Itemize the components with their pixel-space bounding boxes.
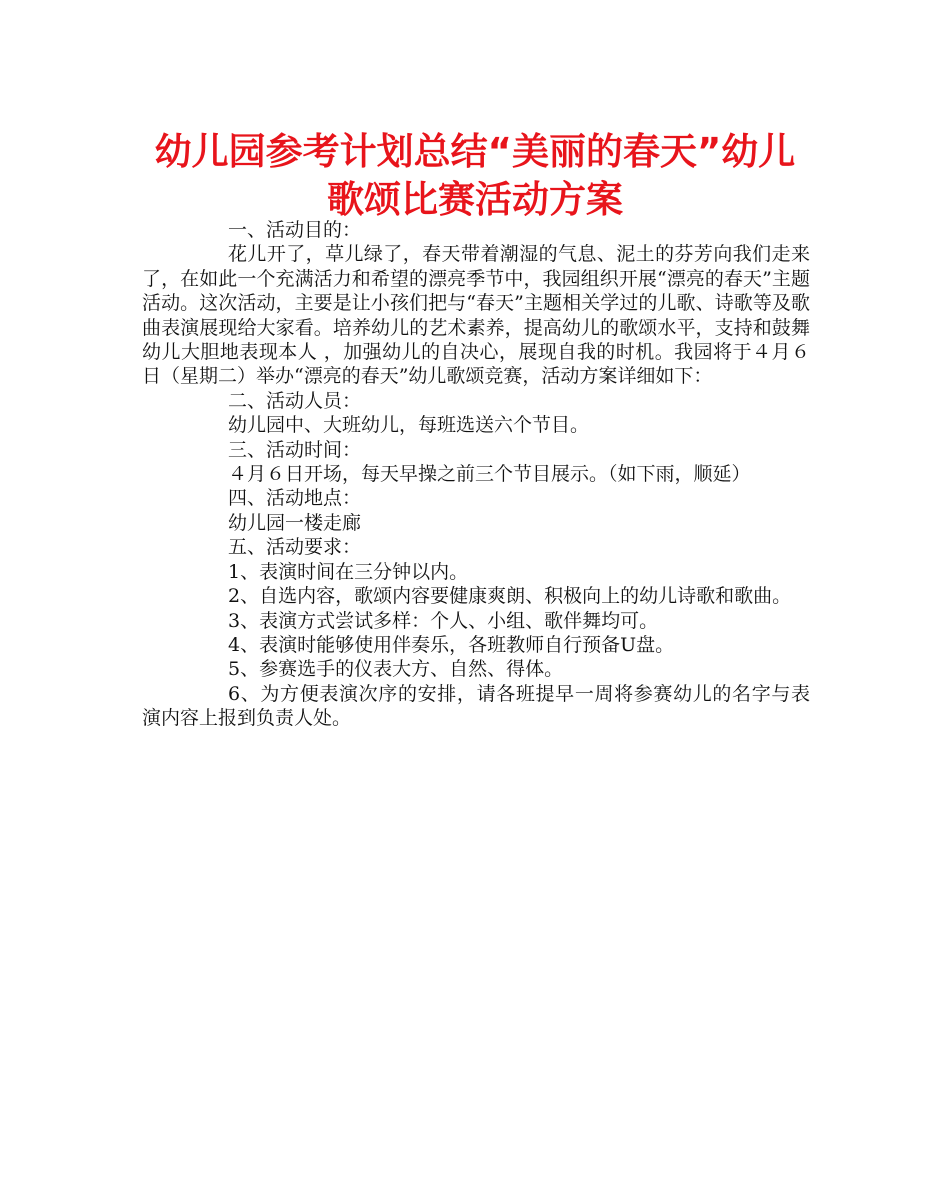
requirement-item: 2、自选内容，歌颂内容要健康爽朗、积极向上的幼儿诗歌和歌曲。: [228, 585, 792, 608]
paragraph-time: ４月６日开场，每天早操之前三个节目展示。（如下雨，顺延）: [228, 463, 751, 486]
title-line-2: 歌颂比赛活动方案: [327, 178, 623, 221]
requirement-item: 3、表演方式尝试多样：个人、小组、歌伴舞均可。: [228, 609, 659, 632]
requirement-item: 4、表演时能够使用伴奏乐，各班教师自行预备U盘。: [228, 633, 675, 656]
section-heading-location: 四、活动地点：: [228, 487, 362, 510]
paragraph-participants: 幼儿园中、大班幼儿，每班选送六个节目。: [228, 414, 590, 437]
section-heading-time: 三、活动时间：: [228, 438, 362, 461]
requirement-item: 1、表演时间在三分钟以内。: [228, 560, 469, 583]
title-line-1: 幼儿园参考计划总结“美丽的春天”幼儿: [154, 130, 796, 173]
section-heading-purpose: 一、活动目的：: [228, 219, 362, 241]
document-title: [120, 128, 830, 224]
paragraph-location: 幼儿园一楼走廊: [228, 511, 362, 534]
requirement-item: 6、为方便表演次序的安排，请各班提早一周将参赛幼儿的名字与表演内容上报到负责人处。: [142, 682, 810, 730]
paragraph-purpose: 花儿开了，草儿绿了，春天带着潮湿的气息、泥土的芬芳向我们走来了，在如此一个充满活力和希望的漂亮季节中，我园组织开展“漂亮的春天”主题活动。这次活动，主要是让小孩们把与“春天”主题相关学过的儿歌、诗歌等及歌曲表演展现给大家看。培养幼儿的艺术素养，提高幼儿的歌颂水平，支持和鼓舞幼儿大胆地表现本人 ，加强幼儿的自决心，展现自我的时机。我园将于４月６日（星期二）举办“漂亮的春天”幼儿歌颂竞赛，活动方案详细如下：: [142, 243, 810, 388]
section-heading-requirements: 五、活动要求：: [228, 536, 362, 559]
document-body: [142, 218, 810, 731]
section-heading-participants: 二、活动人员：: [228, 389, 362, 412]
requirement-item: 5、参赛选手的仪表大方、自然、得体。: [228, 658, 564, 681]
